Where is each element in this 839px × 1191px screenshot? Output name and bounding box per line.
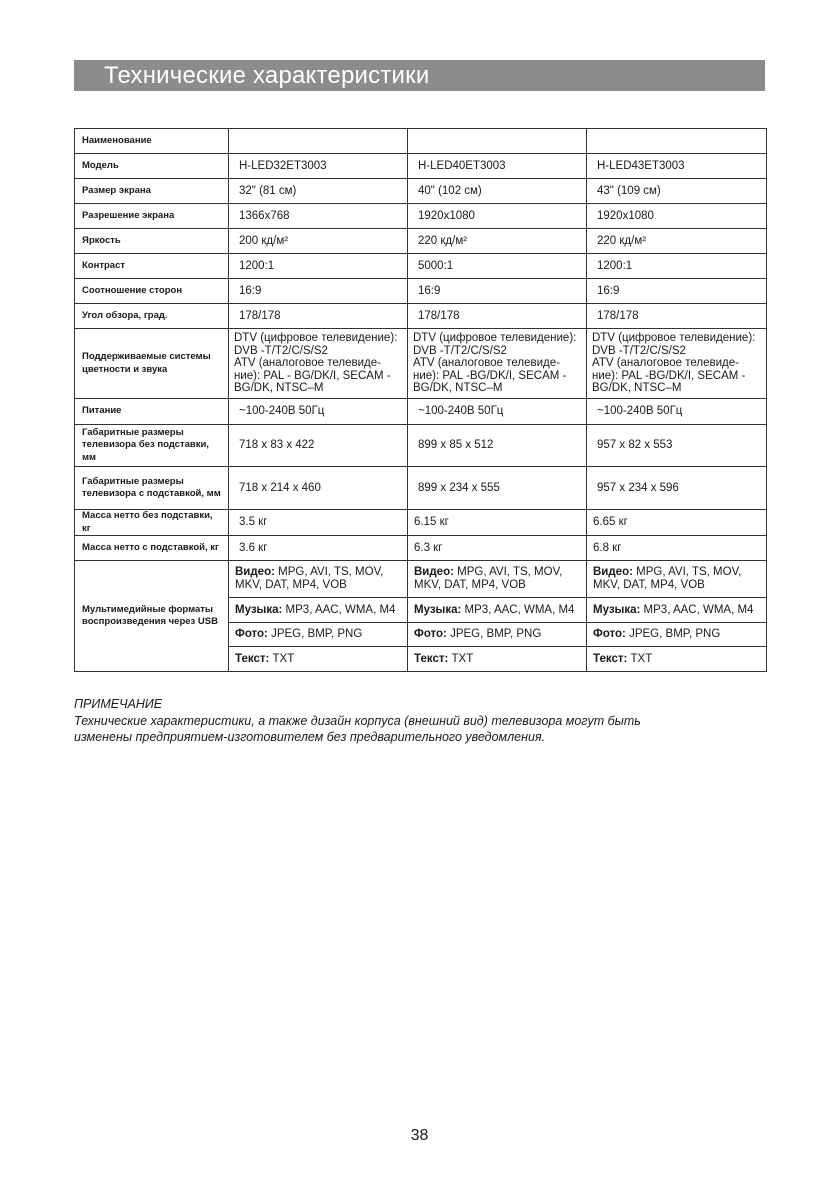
table-cell: 1200:1	[587, 254, 767, 279]
row-label: Соотношение сторон	[75, 279, 229, 304]
table-cell: H-LED43ET3003	[587, 154, 767, 179]
cell-line: MKV, DAT, MP4, VOB	[414, 579, 526, 591]
table-cell: 178/178	[229, 304, 408, 329]
cell-line: ATV (аналоговое телевиде-	[234, 357, 381, 370]
table-row	[75, 179, 767, 204]
cell-line	[593, 566, 760, 579]
cell-line: ние): PAL -BG/DK/I, SECAM -	[413, 369, 567, 382]
page-title: Технические характеристики	[104, 62, 430, 89]
row-label	[75, 329, 229, 399]
text-label: Текст:	[235, 652, 270, 665]
row-label: Размер экрана	[75, 179, 229, 204]
cell-line: MKV, DAT, MP4, VOB	[593, 579, 705, 591]
table-cell: 43" (109 см)	[587, 179, 767, 204]
table-row	[75, 425, 767, 467]
table-cell	[587, 561, 767, 598]
table-cell: 1200:1	[229, 254, 408, 279]
table-cell: 1366x768	[229, 204, 408, 229]
row-label: Масса нетто с подставкой, кг	[75, 536, 229, 561]
row-label: Модель	[75, 154, 229, 179]
table-cell: 220 кд/м²	[408, 229, 587, 254]
photo-label: Фото:	[414, 628, 447, 640]
table-cell: 40" (102 см)	[408, 179, 587, 204]
text-label: Текст:	[414, 652, 449, 665]
table-cell: 16:9	[587, 279, 767, 304]
cell-line: ние): PAL - BG/DK/I, SECAM -	[234, 369, 391, 382]
table-cell: 1920x1080	[587, 204, 767, 229]
table-cell	[587, 623, 767, 647]
cell-line: ние): PAL -BG/DK/I, SECAM -	[592, 369, 746, 382]
table-cell: 6.65 кг	[587, 510, 767, 536]
row-label: Угол обзора, град.	[75, 304, 229, 329]
music-formats: MP3, AAC, WMA, M4	[285, 603, 396, 616]
table-cell: 718 x 214 x 460	[229, 467, 408, 510]
table-cell	[408, 598, 587, 623]
photo-formats: JPEG, BMP, PNG	[271, 628, 363, 640]
row-label-line: Габаритные размеры	[82, 475, 184, 487]
row-label: Питание	[75, 399, 229, 425]
table-row	[75, 304, 767, 329]
table-cell: 957 x 82 x 553	[587, 425, 767, 467]
row-label-line: Поддерживаемые системы	[82, 351, 211, 362]
photo-label: Фото:	[235, 628, 268, 640]
table-row	[75, 129, 767, 154]
table-cell	[408, 623, 587, 647]
table-cell: ~100-240В 50Гц	[229, 399, 408, 425]
table-row	[75, 254, 767, 279]
table-cell	[408, 561, 587, 598]
note-heading: ПРИМЕЧАНИЕ	[74, 697, 163, 711]
spec-table	[74, 128, 767, 672]
table-cell	[587, 329, 767, 399]
row-label-line: Мультимедийные форматы	[82, 603, 214, 615]
table-cell	[587, 598, 767, 623]
table-cell: 6.15 кг	[408, 510, 587, 536]
text-label: Текст:	[593, 652, 628, 665]
cell-line: BG/DK, NTSC–M	[234, 382, 324, 395]
table-cell	[587, 647, 767, 672]
table-cell	[229, 623, 408, 647]
table-cell: 6.8 кг	[587, 536, 767, 561]
table-cell: 718 x 83 x 422	[229, 425, 408, 467]
music-label: Музыка:	[414, 603, 462, 616]
row-label-line: телевизора с подставкой, мм	[82, 488, 221, 499]
row-label-line: цветности и звука	[82, 363, 168, 375]
table-row	[75, 561, 767, 598]
table-cell	[229, 647, 408, 672]
video-formats: MPG, AVI, TS, MOV,	[278, 566, 384, 578]
cell-line	[235, 566, 401, 579]
table-cell: 32" (81 см)	[229, 179, 408, 204]
section-title-bar	[74, 60, 765, 91]
row-label: Наименование	[75, 129, 229, 154]
table-cell	[229, 129, 408, 154]
table-cell	[229, 598, 408, 623]
row-label-line: телевизора без подставки, мм	[82, 439, 209, 463]
table-cell: 3.6 кг	[229, 536, 408, 561]
table-cell: ~100-240В 50Гц	[408, 399, 587, 425]
table-cell: H-LED40ET3003	[408, 154, 587, 179]
row-label: Масса нетто без подставки, кг	[75, 510, 229, 536]
table-cell: 220 кд/м²	[587, 229, 767, 254]
table-cell: 200 кд/м²	[229, 229, 408, 254]
row-label-line: Габаритные размеры	[82, 426, 184, 438]
row-label: Разрешение экрана	[75, 204, 229, 229]
table-row	[75, 467, 767, 510]
table-cell: 5000:1	[408, 254, 587, 279]
cell-line: DVB -T/T2/C/S/S2	[234, 344, 328, 357]
cell-line: DTV (цифровое телевидение):	[592, 332, 756, 345]
table-row	[75, 510, 767, 536]
table-cell: 1920x1080	[408, 204, 587, 229]
cell-line: ATV (аналоговое телевиде-	[413, 357, 560, 370]
row-label: Контраст	[75, 254, 229, 279]
music-formats: MP3, AAC, WMA, M4	[643, 603, 754, 616]
row-label	[75, 425, 229, 467]
photo-label: Фото:	[593, 628, 626, 640]
note-text-line: изменены предприятием-изготовителем без предварительного уведомления.	[74, 730, 546, 744]
text-formats: TXT	[630, 652, 653, 665]
cell-line: ATV (аналоговое телевиде-	[592, 357, 739, 370]
video-formats: MPG, AVI, TS, MOV,	[457, 566, 563, 578]
cell-line: DTV (цифровое телевидение):	[234, 332, 398, 345]
cell-line: MKV, DAT, MP4, VOB	[235, 579, 347, 591]
table-cell: 899 x 85 x 512	[408, 425, 587, 467]
table-cell: H-LED32ET3003	[229, 154, 408, 179]
video-formats: MPG, AVI, TS, MOV,	[636, 566, 742, 578]
music-formats: MP3, AAC, WMA, M4	[464, 603, 575, 616]
video-label: Видео:	[235, 566, 275, 578]
row-label-line: воспроизведения через USB	[82, 616, 218, 627]
table-cell: 16:9	[408, 279, 587, 304]
note-block	[74, 696, 774, 746]
text-formats: TXT	[272, 652, 295, 665]
music-label: Музыка:	[235, 603, 283, 616]
table-cell: 3.5 кг	[229, 510, 408, 536]
row-label: Яркость	[75, 229, 229, 254]
table-row	[75, 399, 767, 425]
row-label	[75, 467, 229, 510]
text-formats: TXT	[451, 652, 474, 665]
cell-line: BG/DK, NTSC–M	[413, 382, 503, 395]
photo-formats: JPEG, BMP, PNG	[629, 628, 721, 640]
video-label: Видео:	[414, 566, 454, 578]
table-row	[75, 204, 767, 229]
page-number: 38	[410, 1127, 429, 1144]
row-label	[75, 561, 229, 672]
table-row	[75, 279, 767, 304]
table-cell	[408, 329, 587, 399]
table-cell	[229, 329, 408, 399]
table-row	[75, 229, 767, 254]
cell-line: BG/DK, NTSC–M	[592, 382, 682, 395]
table-cell: 957 x 234 x 596	[587, 467, 767, 510]
table-cell: 6.3 кг	[408, 536, 587, 561]
cell-line: DVB -T/T2/C/S/S2	[592, 344, 686, 357]
table-row	[75, 536, 767, 561]
note-text-line: Технические характеристики, а также дизайн корпуса (внешний вид) телевизора могут быть	[74, 713, 641, 728]
video-label: Видео:	[593, 566, 633, 578]
table-row	[75, 329, 767, 399]
table-cell	[408, 129, 587, 154]
table-cell: 16:9	[229, 279, 408, 304]
photo-formats: JPEG, BMP, PNG	[450, 628, 542, 640]
cell-line	[414, 566, 580, 579]
music-label: Музыка:	[593, 603, 641, 616]
cell-line: DTV (цифровое телевидение):	[413, 332, 577, 345]
table-cell	[408, 647, 587, 672]
table-cell: ~100-240В 50Гц	[587, 399, 767, 425]
cell-line: DVB -T/T2/C/S/S2	[413, 344, 507, 357]
table-cell	[229, 561, 408, 598]
table-cell: 899 x 234 x 555	[408, 467, 587, 510]
table-cell: 178/178	[587, 304, 767, 329]
table-cell: 178/178	[408, 304, 587, 329]
table-cell	[587, 129, 767, 154]
table-row	[75, 154, 767, 179]
